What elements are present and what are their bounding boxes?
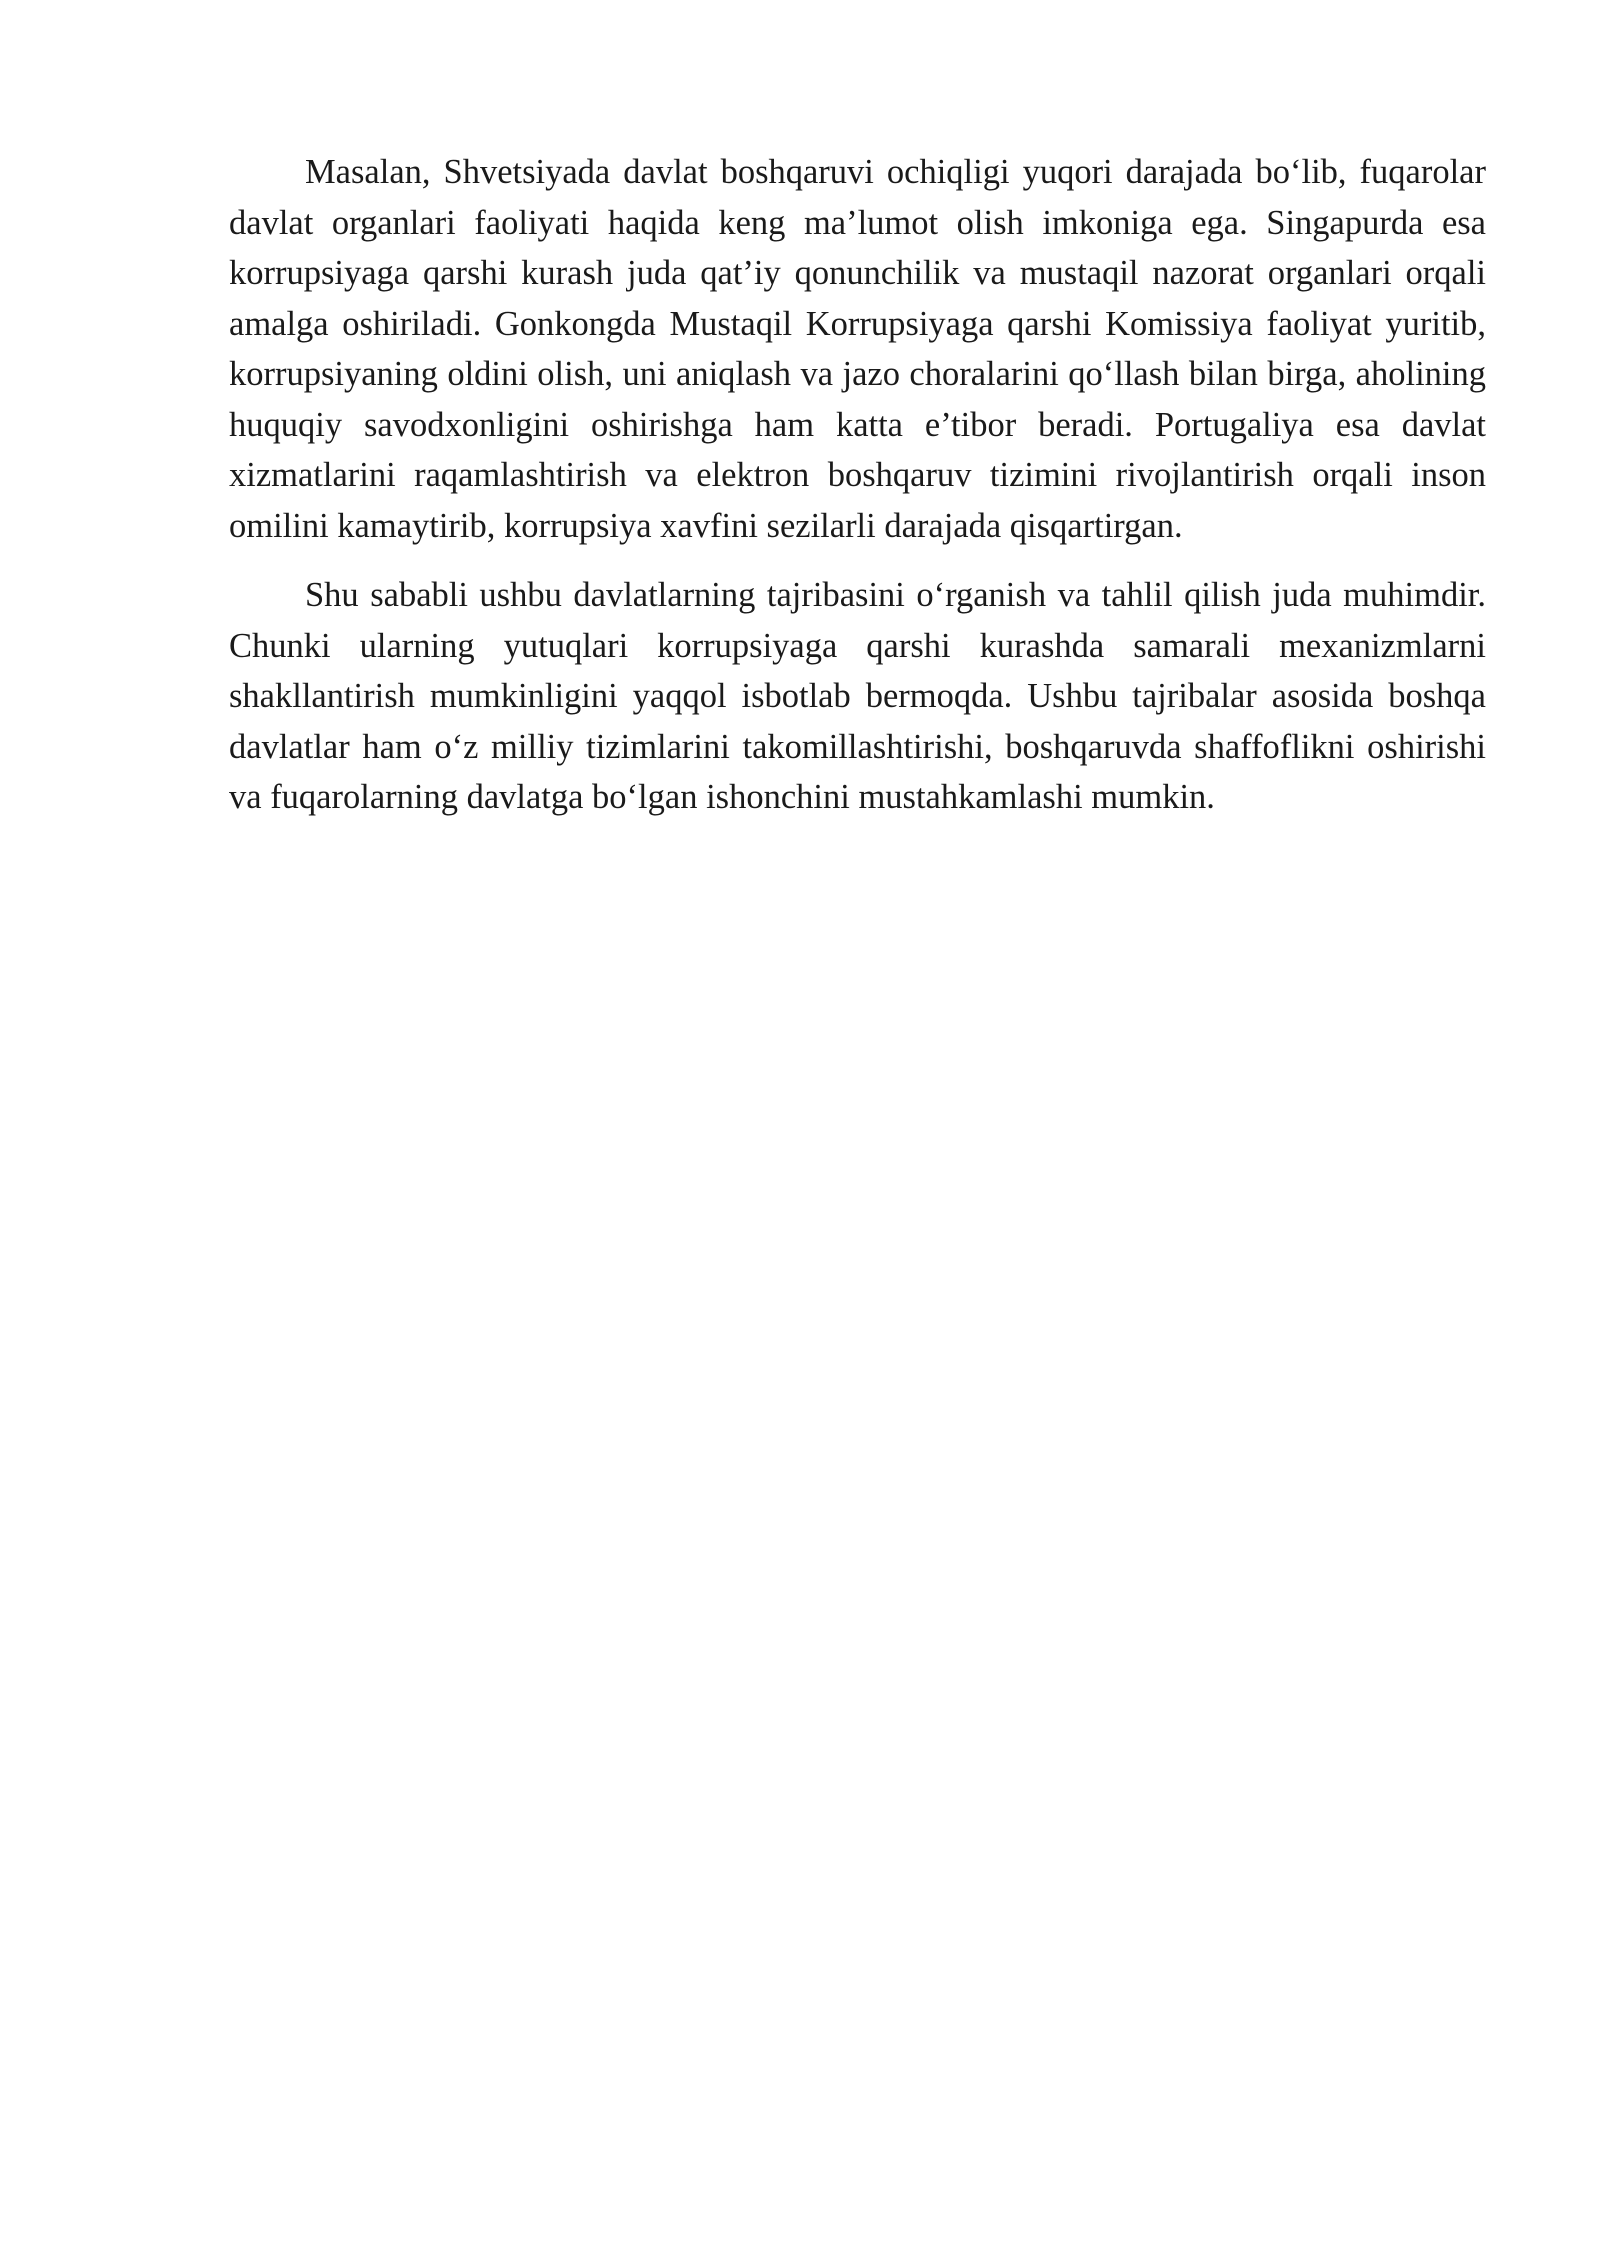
body-text	[229, 147, 1486, 823]
paragraph-1: Masalan, Shvetsiyada davlat boshqaruvi ochiqligi yuqori darajada bo‘lib, fuqarolar davlat organlari faoliyati haqida keng ma’lumot olish imkoniga ega. Singapurda esa korrupsiyaga qarshi kurash juda qat’iy qonunchilik va mustaqil nazorat organlari orqali amalga oshiriladi. Gonkongda Mustaqil Korrupsiyaga qarshi Komissiya faoliyat yuritib, korrupsiyaning oldini olish, uni aniqlash va jazo choralarini qo‘llash bilan birga, aholining huquqiy savodxonligini oshirishga ham katta e’tibor beradi. Portugaliya esa davlat xizmatlarini raqamlashtirish va elektron boshqaruv tizimini rivojlantirish orqali inson omilini kamaytirib, korrupsiya xavfini sezilarli darajada qisqartirgan.	[229, 153, 1486, 545]
paragraph-2: Shu sababli ushbu davlatlarning tajribasini o‘rganish va tahlil qilish juda muhimdir. Chunki ularning yutuqlari korrupsiyaga qarshi kurashda samarali mexanizmlarni shakllantirish mumkinligini yaqqol isbotlab bermoqda. Ushbu tajribalar asosida boshqa davlatlar ham o‘z milliy tizimlarini takomillashtirishi, boshqaruvda shaffoflikni oshirishi va fuqarolarning davlatga bo‘lgan ishonchini mustahkamlashi mumkin.	[229, 576, 1486, 816]
